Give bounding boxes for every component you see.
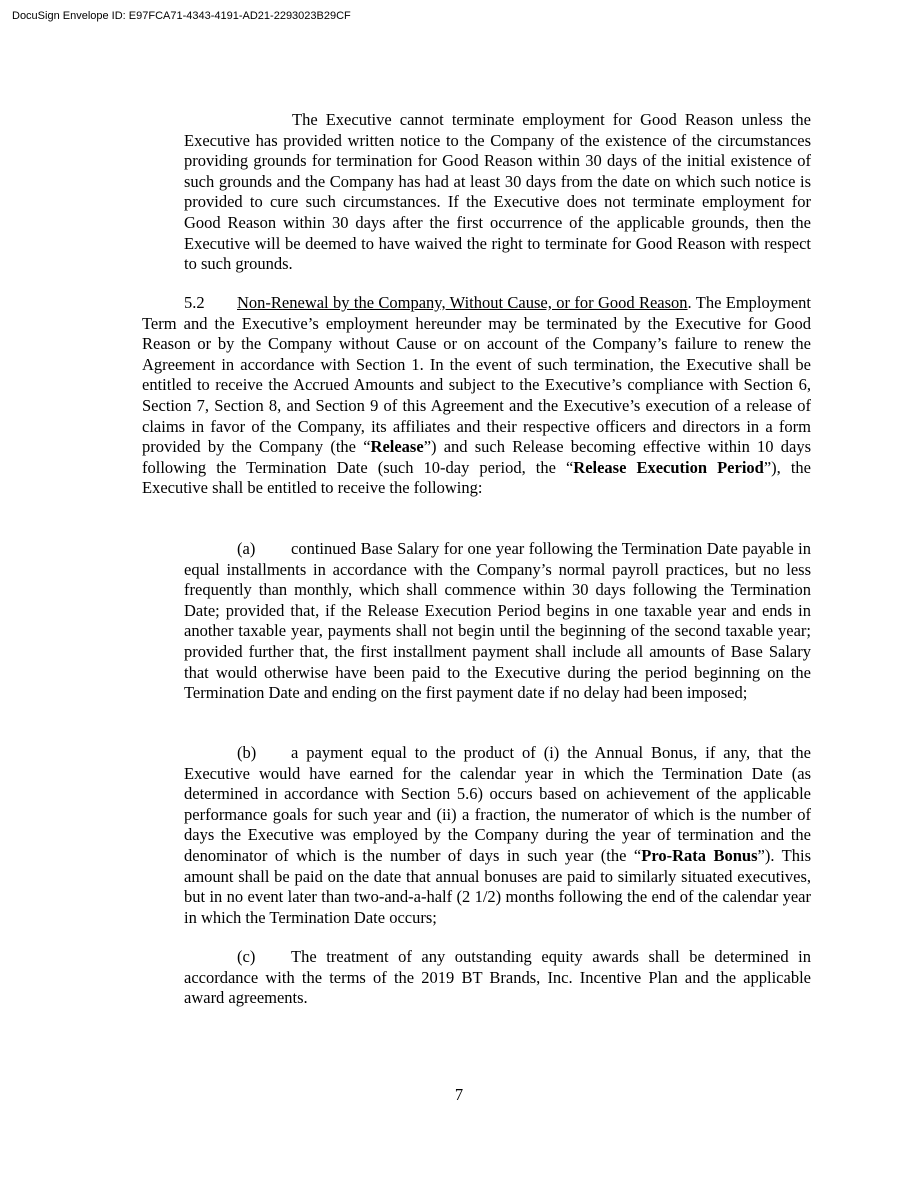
- section-text-part-1: . The Employment Term and the Executive’s employment hereunder may be terminated by the Executive for Good Reason or by the Company without Cause or on account of the Company’s failure to renew the Agreement in accordance with Section 1. In the event of such termination, the Executive shall be entitled to receive the Accrued Amounts and subject to the Executive’s compliance with Section 6, Section 7, Section 8, and Section 9 of this Agreement and the Executive’s execution of a release of claims in favor of the Company, its affiliates and their respective officers and directors in a form provided by the Company (the “: [142, 293, 811, 457]
- section-5-2: [142, 293, 811, 499]
- clause-label: (b): [237, 743, 257, 762]
- paragraph-good-reason-notice: [184, 110, 811, 275]
- section-text-part-3: ”), the Executive shall be entitled to receive the following:: [142, 457, 811, 498]
- paragraph-text: The Executive cannot terminate employment for Good Reason unless the Executive has provided written notice to the Company of the existence of the circumstances providing grounds for termination for Good Reason within 30 days of the initial existence of such grounds and the Company has had at least 30 days from the date on which such notice is provided to cure such circumstances. If the Executive does not terminate employment for Good Reason within 30 days after the first occurrence of the applicable grounds, then the Executive will be deemed to have waived the right to terminate for Good Reason with respect to such grounds.: [184, 110, 811, 274]
- defined-term-release: Release: [370, 437, 424, 457]
- page-number: 7: [454, 1085, 464, 1104]
- clause-text: continued Base Salary for one year following the Termination Date payable in equal installments in accordance with the Company’s normal payroll practices, but no less frequently than monthly, which shall commence within 30 days following the Termination Date; provided that, if the Release Execution Period begins in one taxable year and ends in another taxable year, payments shall not begin until the beginning of the second taxable year; provided further that, the first installment payment shall include all amounts of Base Salary that would otherwise have been paid to the Executive during the period beginning on the Termination Date and ending on the first payment date if no delay had been imposed;: [184, 539, 811, 703]
- clause-label: (a): [237, 539, 256, 558]
- clause-c: [184, 947, 811, 1009]
- clause-text: The treatment of any outstanding equity awards shall be determined in accordance with the terms of the 2019 BT Brands, Inc. Incentive Plan and the applicable award agreements.: [184, 947, 811, 1008]
- defined-term-pro-rata-bonus: Pro-Rata Bonus: [641, 845, 758, 865]
- clause-label: (c): [237, 947, 256, 966]
- docusign-envelope-id: DocuSign Envelope ID: E97FCA71-4343-4191-AD21-2293023B29CF: [12, 10, 351, 22]
- defined-term-release-execution-period: Release Execution Period: [573, 457, 764, 477]
- clause-text-part-1: a payment equal to the product of (i) the Annual Bonus, if any, that the Executive would have earned for the calendar year in which the Termination Date (as determined in accordance with Section 5.6) occurs based on achievement of the applicable performance goals for such year and (ii) a fraction, the numerator of which is the number of days the Executive was employed by the Company during the year of termination and the denominator of which is the number of days in such year (the “: [184, 743, 811, 865]
- clause-text-part-2: ”). This amount shall be paid on the date that annual bonuses are paid to similarly situated executives, but in no event later than two-and-a-half (2 1/2) months following the end of the calendar year in which the Termination Date occurs;: [184, 845, 811, 927]
- section-text-part-2: ”) and such Release becoming effective within 10 days following the Termination Date (such 10-day period, the “: [142, 437, 811, 477]
- clause-a: [184, 539, 811, 704]
- clause-b: [184, 743, 811, 928]
- section-number: 5.2: [184, 293, 205, 312]
- section-heading: Non-Renewal by the Company, Without Cause, or for Good Reason: [237, 293, 688, 312]
